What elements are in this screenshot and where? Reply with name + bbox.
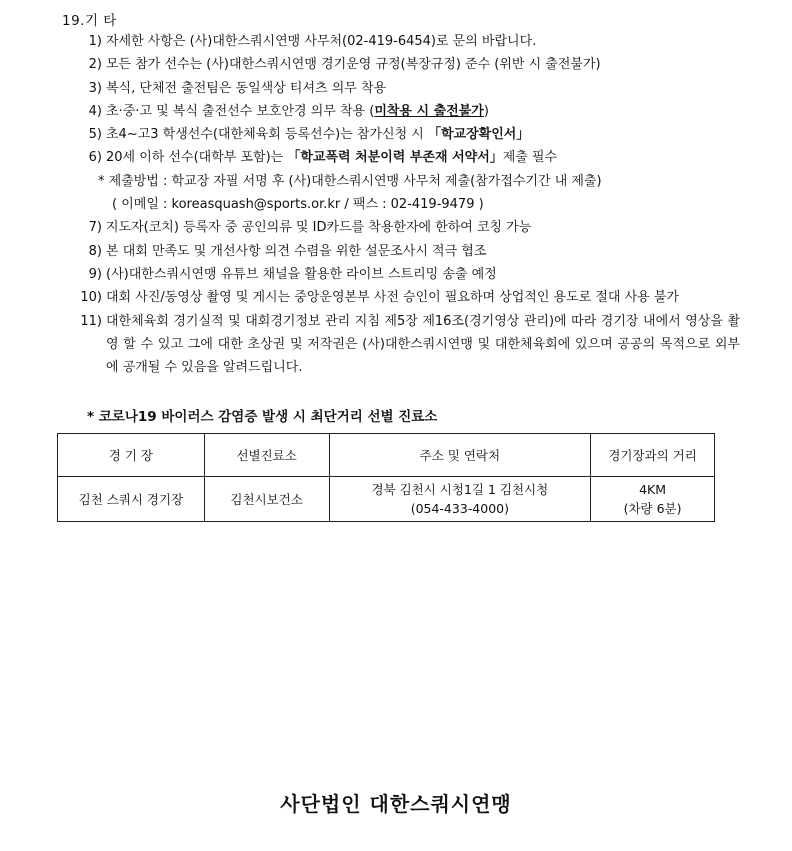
item-text-pre: 20세 이하 선수(대학부 포함)는	[106, 150, 288, 166]
list-item	[76, 286, 740, 309]
item-text: 자세한 사항은 (사)대한스쿼시연맹 사무처(02-419-6454)로 문의 바랍니다.	[106, 34, 537, 49]
item-text-post: 제출 필수	[502, 150, 558, 166]
submission-method: * 제출방법 : 학교장 자필 서명 후 (사)대한스쿼시연맹 사무처 제출(참가접수기간 내 제출)	[98, 173, 602, 189]
notice-list	[76, 30, 740, 379]
item-text: 대한체육회 경기실적 및 대회경기정보 관리 지침 제5장 제16조(경기영상 관리)에 따라 경기장 내에서 영상을 촬영 할 수 있고 그에 대한 초상권 및 저작권은 (사)대한스쿼시연맹 및 대한체육회에 있으며 공공의 목적으로 외부에 공개될 수 있음을 알려드립니다.	[106, 313, 740, 376]
covid-clinic-heading: * 코로나19 바이러스 감염증 발생 시 최단거리 선별 진료소	[87, 409, 438, 425]
column-header: 주소 및 연락처	[329, 434, 591, 477]
item-text: 모든 참가 선수는 (사)대한스쿼시연맹 경기운영 규정(복장규정) 준수 (위반 시 출전불가)	[106, 57, 601, 73]
item-number: 4)	[88, 103, 102, 119]
item-text: 복식, 단체전 출전팀은 동일색상 티셔츠 의무 착용	[106, 80, 387, 96]
clinic-table	[57, 433, 715, 522]
item-number: 8)	[88, 243, 102, 259]
list-item	[76, 146, 740, 169]
section-title: 19.기 타	[62, 13, 117, 29]
table-header-row	[58, 434, 715, 477]
item-text	[106, 100, 740, 123]
item-text-pre: 초4~고3 학생선수(대한체육회 등록선수)는 참가신청 시	[106, 127, 428, 143]
column-header: 경 기 장	[58, 434, 205, 477]
item-text-pre: 초·중·고 및 복식 출전선수 보호안경 의무 착용 (	[106, 103, 375, 119]
item-number: 2)	[88, 57, 102, 73]
column-header: 선별진료소	[204, 434, 329, 477]
venue-cell: 김천 스쿼시 경기장	[58, 477, 205, 522]
item-text: 지도자(코치) 등록자 중 공인의류 및 ID카드를 착용한자에 한하여 코칭 가능	[106, 220, 532, 236]
address-text: 경북 김천시 시청1길 1 김천시청	[371, 482, 549, 497]
item-text-post: )	[483, 103, 489, 119]
organization-footer: 사단법인 대한스쿼시연맹	[280, 792, 512, 816]
item-number: 3)	[88, 80, 102, 96]
item-number: 7)	[88, 220, 102, 236]
item-number: 6)	[88, 150, 102, 166]
table-row	[58, 477, 715, 522]
item-number: 11)	[80, 313, 102, 329]
distance-text: 4KM	[639, 482, 667, 497]
phone-text: (054-433-4000)	[410, 501, 509, 516]
distance-cell	[591, 477, 715, 522]
submission-contact: ( 이메일 : koreasquash@sports.or.kr / 팩스 : 02-419-9479 )	[112, 197, 484, 213]
list-item	[76, 100, 740, 123]
list-item	[76, 310, 740, 380]
list-item	[76, 263, 740, 286]
address-cell	[329, 477, 591, 522]
item-text	[106, 123, 740, 146]
list-item	[76, 123, 740, 146]
list-item	[76, 77, 740, 100]
list-item	[76, 240, 740, 263]
item-emphasis: 「학교장확인서」	[427, 127, 530, 143]
item-number: 9)	[88, 266, 102, 282]
item-number: 1)	[88, 34, 102, 49]
item-number: 5)	[88, 127, 102, 143]
clinic-cell: 김천시보건소	[204, 477, 329, 522]
distance-note: (차량 6분)	[623, 501, 682, 516]
item-text: 본 대회 만족도 및 개선사항 의견 수렴을 위한 설문조사시 적극 협조	[106, 243, 487, 259]
item-text: 대회 사진/동영상 촬영 및 게시는 중앙운영본부 사전 승인이 필요하며 상업적인 용도로 절대 사용 불가	[106, 290, 679, 306]
item-emphasis: 「학교폭력 처분이력 부존재 서약서」	[287, 150, 503, 166]
list-item	[76, 30, 740, 53]
list-item	[76, 53, 740, 76]
list-item	[76, 216, 740, 239]
column-header: 경기장과의 거리	[591, 434, 715, 477]
item-number: 10)	[80, 290, 102, 306]
item-emphasis: 미착용 시 출전불가	[374, 103, 484, 119]
item-text	[106, 146, 740, 169]
item-text: (사)대한스쿼시연맹 유튜브 채널을 활용한 라이브 스트리밍 송출 예정	[106, 266, 497, 282]
